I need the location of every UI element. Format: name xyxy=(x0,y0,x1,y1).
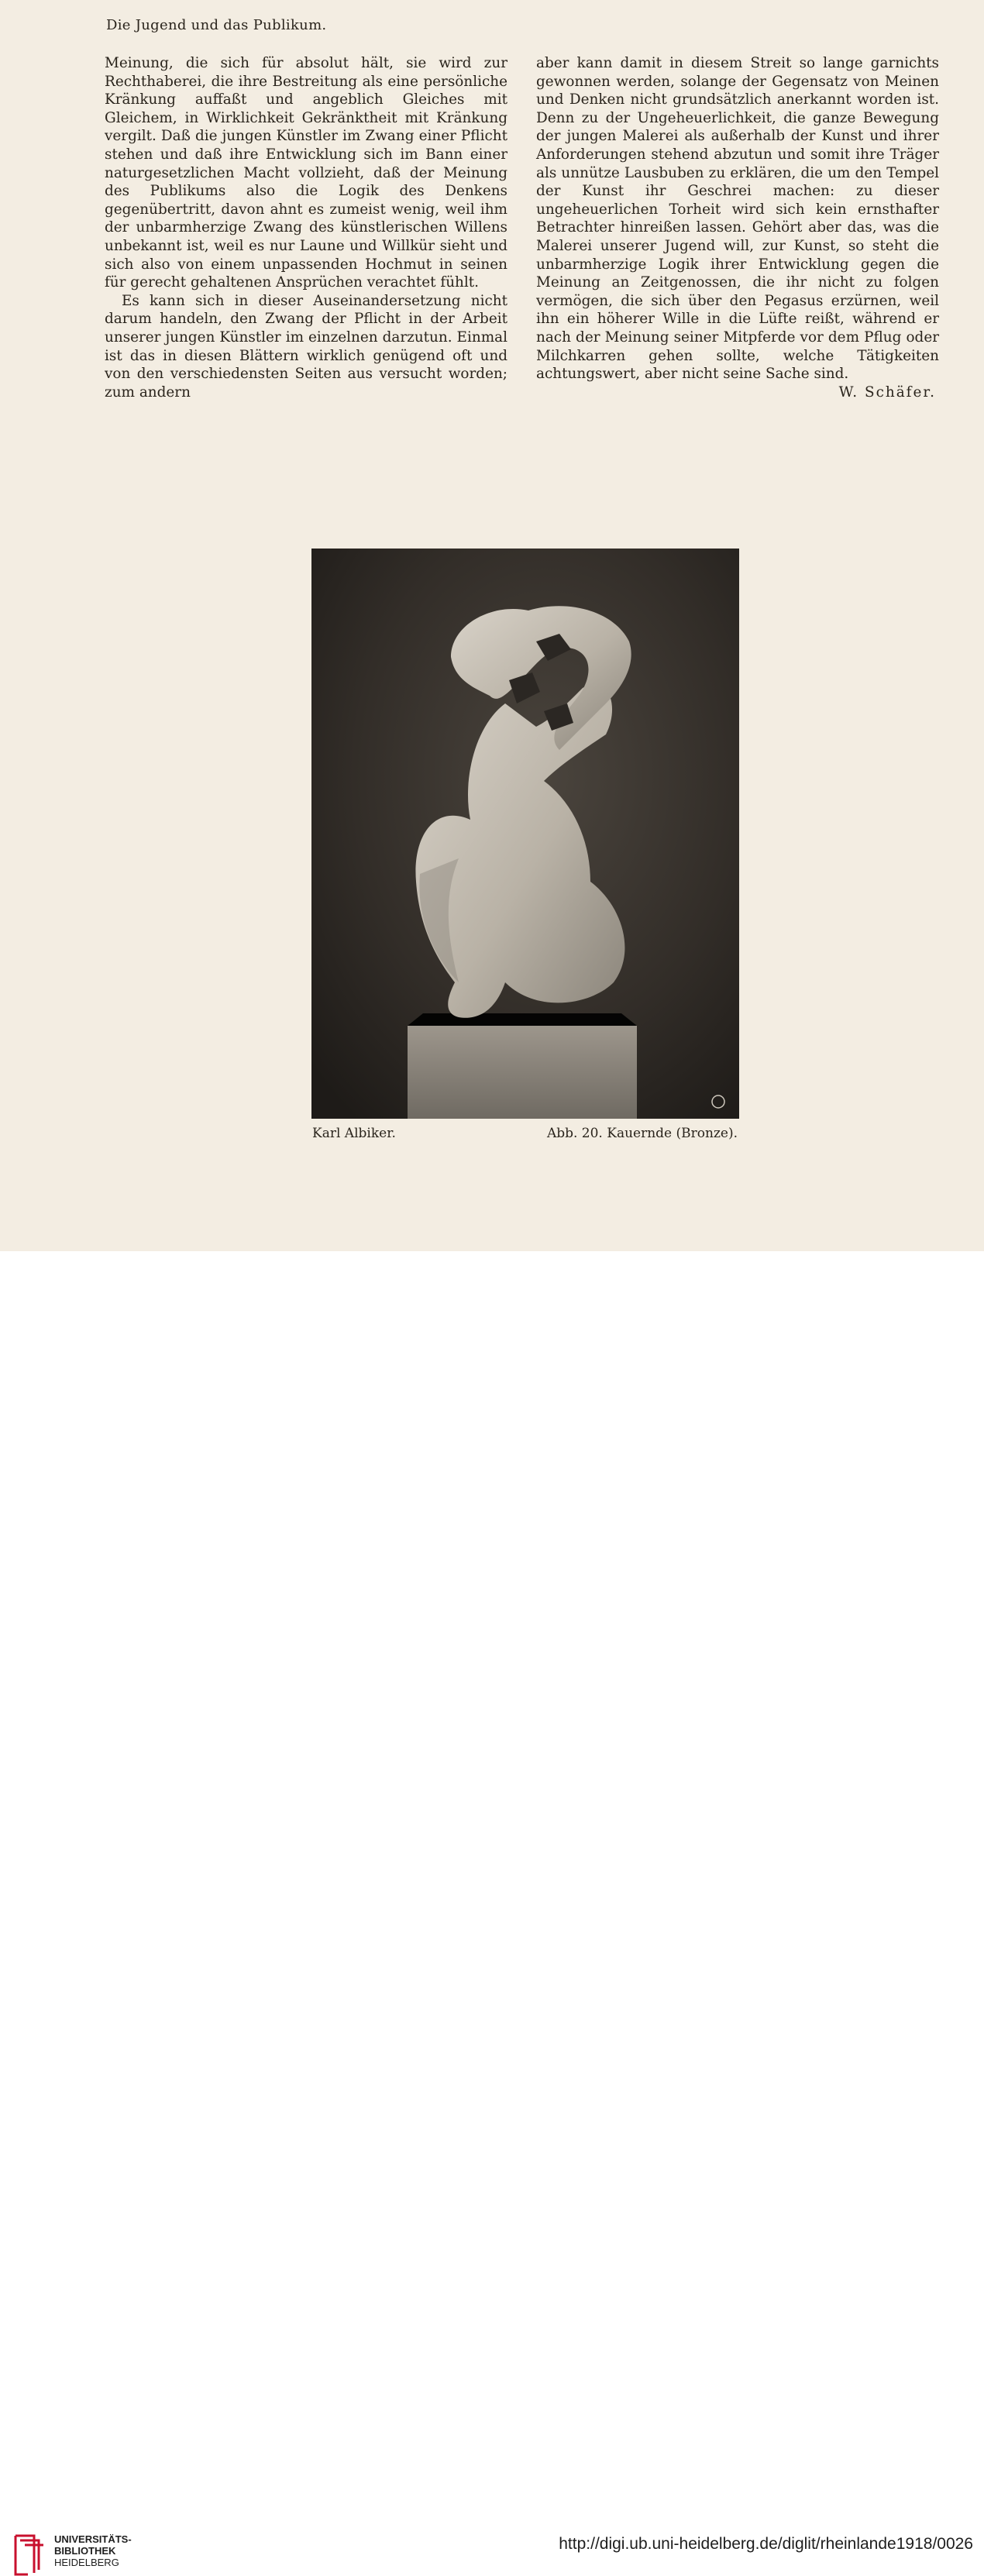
library-logo-icon xyxy=(11,2530,45,2576)
text-column-left xyxy=(105,54,507,401)
paragraph: aber kann damit in diesem Streit so lange garnichts gewonnen werden, solange der Gegensatz von Meinen und Denken nicht grundsätzlich anerkannt worden ist. Denn zu der Ungeheuerlichkeit, die ganze Bewegung der jungen Malerei als außerhalb der Kunst und ihrer Anforderungen stehend abzutun und somit ihre Träger als unnütze Lausbuben zu erklären, die um den Tempel der Kunst ihr Geschrei machen: zu dieser ungeheuerlichen Torheit wird sich kein ernsthafter Betrachter hinreißen lassen. Gehört aber das, was die Malerei unserer Jugend will, zur Kunst, so steht die unbarmherzige Logik ihrer Entwicklung gegen die Meinung an Zeitgenossen, die ihr nicht zu folgen vermögen, die sich über den Pegasus erzürnen, weil ihn ein höherer Wille in die Lüfte reißt, während er nach der Meinung seiner Mitpferde vor dem Pflug oder Milchkarren gehen sollte, welche Tätigkeiten achtungswert, aber nicht seine Sache sind. xyxy=(536,55,939,383)
book-page xyxy=(0,0,984,1251)
author-signature: W. Schäfer. xyxy=(838,383,936,401)
figure-caption-artist: Karl Albiker. xyxy=(312,1126,396,1141)
library-name: UNIVERSITÄTS- BIBLIOTHEK HEIDELBERG xyxy=(54,2533,132,2568)
source-url-link[interactable]: http://digi.ub.uni-heidelberg.de/diglit/rheinlande1918/0026 xyxy=(559,2535,973,2553)
running-head: Die Jugend und das Publikum. xyxy=(106,17,327,33)
paragraph: Meinung, die sich für absolut hält, sie wird zur Rechthaberei, die ihre Bestreitung als eine persönliche Kränkung auffaßt und angeblich Gleiches mit Gleichem, in Wirklichkeit Gekränktheit mit Kränkung vergilt. Daß die jungen Künstler im Zwang einer Pflicht stehen und daß ihre Entwicklung sich im Bann einer naturgesetzlichen Macht vollzieht, daß der Meinung des Publikums also die Logik des Denkens gegenübertritt, davon ahnt es zumeist wenig, weil ihm der unbarmherzige Zwang des künstlerischen Willens unbekannt ist, weil es nur Laune und Willkür sieht und sich also von einem unpassenden Hochmut in seinen für gerecht gehaltenen Ansprüchen verachtet fühlt. xyxy=(105,55,507,291)
sculpture-illustration xyxy=(311,549,739,1119)
paragraph: Es kann sich in dieser Auseinandersetzung nicht darum handeln, den Zwang der Pflicht in der Arbeit unserer jungen Künstler im einzelnen darzutun. Einmal ist das in diesen Blättern wirklich genügend oft und von den verschiedensten Seiten aus versucht worden; zum andern xyxy=(105,292,507,401)
text-column-right xyxy=(536,54,939,401)
library-footer xyxy=(0,1251,984,2568)
sculpture-photograph xyxy=(311,549,739,1119)
figure-caption-title: Abb. 20. Kauernde (Bronze). xyxy=(546,1126,738,1141)
